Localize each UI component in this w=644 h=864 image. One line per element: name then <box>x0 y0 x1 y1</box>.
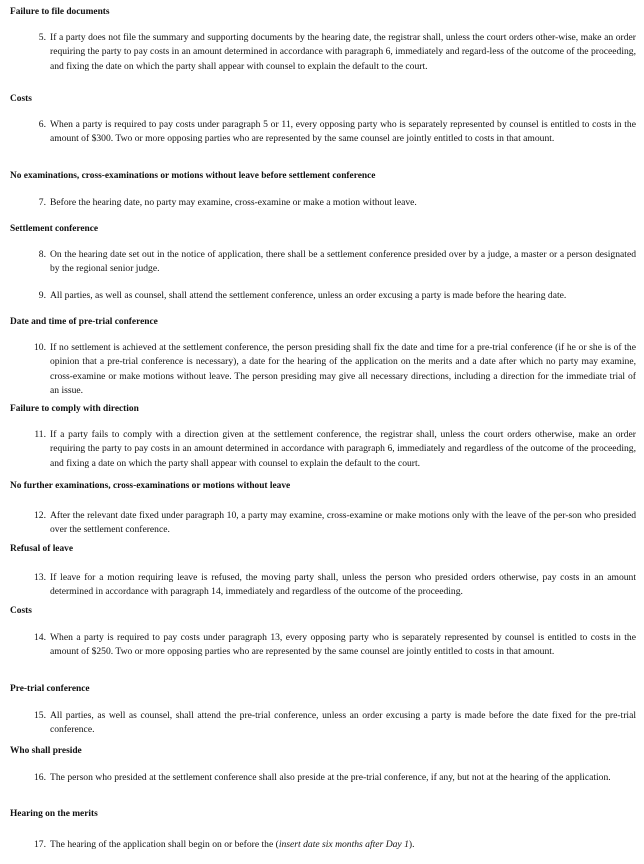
paragraph-7 <box>30 196 636 210</box>
paragraph-text: When a party is required to pay costs under paragraph 13, every opposing party who is separately represented by counsel is entitled to costs in the amount of $250. Two or more opposing parties who are represented by the same counsel are jointly entitled to costs in that amount. <box>50 632 636 658</box>
section-heading: Who shall preside <box>10 746 82 756</box>
paragraph-6 <box>30 118 636 147</box>
paragraph-number: 15. <box>34 710 46 721</box>
section-heading: Failure to comply with direction <box>10 404 139 414</box>
paragraph-5 <box>30 31 636 74</box>
section-heading: Hearing on the merits <box>10 809 98 819</box>
section-heading: Date and time of pre-trial conference <box>10 317 158 327</box>
paragraph-number: 16. <box>34 772 46 783</box>
paragraph-8 <box>30 248 636 277</box>
paragraph-10 <box>30 341 636 399</box>
paragraph-text: If no settlement is achieved at the settlement conference, the person presiding shall fix the date and time for a pre-trial conference (if he or she is of the opinion that a pre-trial conference is necessary), a date for the hearing of the application on the merits and a date after which no party may examine, cross-examine or make motions without leave. The person presiding may give all necessary directions, including a direction for the immediate trial of an issue. <box>50 342 636 397</box>
paragraph-text: All parties, as well as counsel, shall attend the pre-trial conference, unless an order excusing a party is made before the date fixed for the pre-trial conference. <box>50 710 636 736</box>
section-heading: Pre-trial conference <box>10 684 90 694</box>
paragraph-number: 8. <box>38 249 46 260</box>
paragraph-number: 6. <box>38 119 46 130</box>
paragraph-text-end: ). <box>408 839 415 850</box>
paragraph-text: When a party is required to pay costs under paragraph 5 or 11, every opposing party who is separately represented by counsel is entitled to costs in the amount of $300. Two or more opposing parties who are represented by the same counsel are jointly entitled to costs in that amount. <box>50 119 636 145</box>
paragraph-13 <box>30 571 636 600</box>
paragraph-text: Before the hearing date, no party may examine, cross-examine or make a motion without leave. <box>50 197 417 208</box>
section-heading: Costs <box>10 94 32 104</box>
paragraph-11 <box>30 428 636 471</box>
paragraph-number: 5. <box>38 32 46 43</box>
section-heading: Costs <box>10 606 32 616</box>
paragraph-number: 14. <box>34 632 46 643</box>
paragraph-17 <box>30 838 636 852</box>
paragraph-text: If a party does not file the summary and supporting documents by the hearing date, the registrar shall, unless the court orders other-wise, make an order requiring the party to pay costs in an amount determined in accordance with paragraph 6, immediately and regard-less of the outcome of the proceeding, and fixing the date on which the party shall appear with counsel to explain the default to the court. <box>50 32 636 72</box>
paragraph-12 <box>30 509 636 538</box>
paragraph-text <box>50 838 636 852</box>
section-heading: Refusal of leave <box>10 544 74 554</box>
paragraph-number: 10. <box>34 342 46 353</box>
paragraph-text: The person who presided at the settlement conference shall also preside at the pre-trial conference, if any, but not at the hearing of the application. <box>50 772 611 783</box>
paragraph-number: 7. <box>38 197 46 208</box>
paragraph-text-italic: insert date six months after Day 1 <box>278 839 409 850</box>
paragraph-16 <box>30 771 636 785</box>
paragraph-text: After the relevant date fixed under paragraph 10, a party may examine, cross-examine or make motions only with the leave of the per-son who presided over the settlement conference. <box>50 510 636 536</box>
paragraph-text: If leave for a motion requiring leave is refused, the moving party shall, unless the person who presided orders otherwise, pay costs in an amount determined in accordance with paragraph 14, immediately and regardless of the outcome of the proceeding. <box>50 572 636 598</box>
paragraph-15 <box>30 709 636 738</box>
paragraph-14 <box>30 631 636 660</box>
paragraph-number: 12. <box>34 510 46 521</box>
section-heading: Failure to file documents <box>10 7 110 17</box>
paragraph-9 <box>30 289 636 303</box>
paragraph-number: 17. <box>34 839 46 850</box>
section-heading: No examinations, cross-examinations or motions without leave before settlement conference <box>10 171 376 181</box>
section-heading: Settlement conference <box>10 224 99 234</box>
paragraph-number: 11. <box>34 429 46 440</box>
paragraph-number: 13. <box>34 572 46 583</box>
paragraph-text: On the hearing date set out in the notice of application, there shall be a settlement conference presided over by a judge, a master or a person designated by the regional senior judge. <box>50 249 636 275</box>
paragraph-text: If a party fails to comply with a direction given at the settlement conference, the registrar shall, unless the court orders otherwise, make an order requiring the party to pay costs in an amount determined in accordance with paragraph 6, immediately and regardless of the outcome of the proceeding, and fixing a date on which the party shall appear with counsel to explain the default to the court. <box>50 429 636 469</box>
paragraph-text-start: The hearing of the application shall begin on or before the ( <box>50 839 279 850</box>
paragraph-text: All parties, as well as counsel, shall attend the settlement conference, unless an order excusing a party is made before the hearing date. <box>50 290 567 301</box>
paragraph-number: 9. <box>38 290 46 301</box>
section-heading: No further examinations, cross-examinations or motions without leave <box>10 481 291 491</box>
